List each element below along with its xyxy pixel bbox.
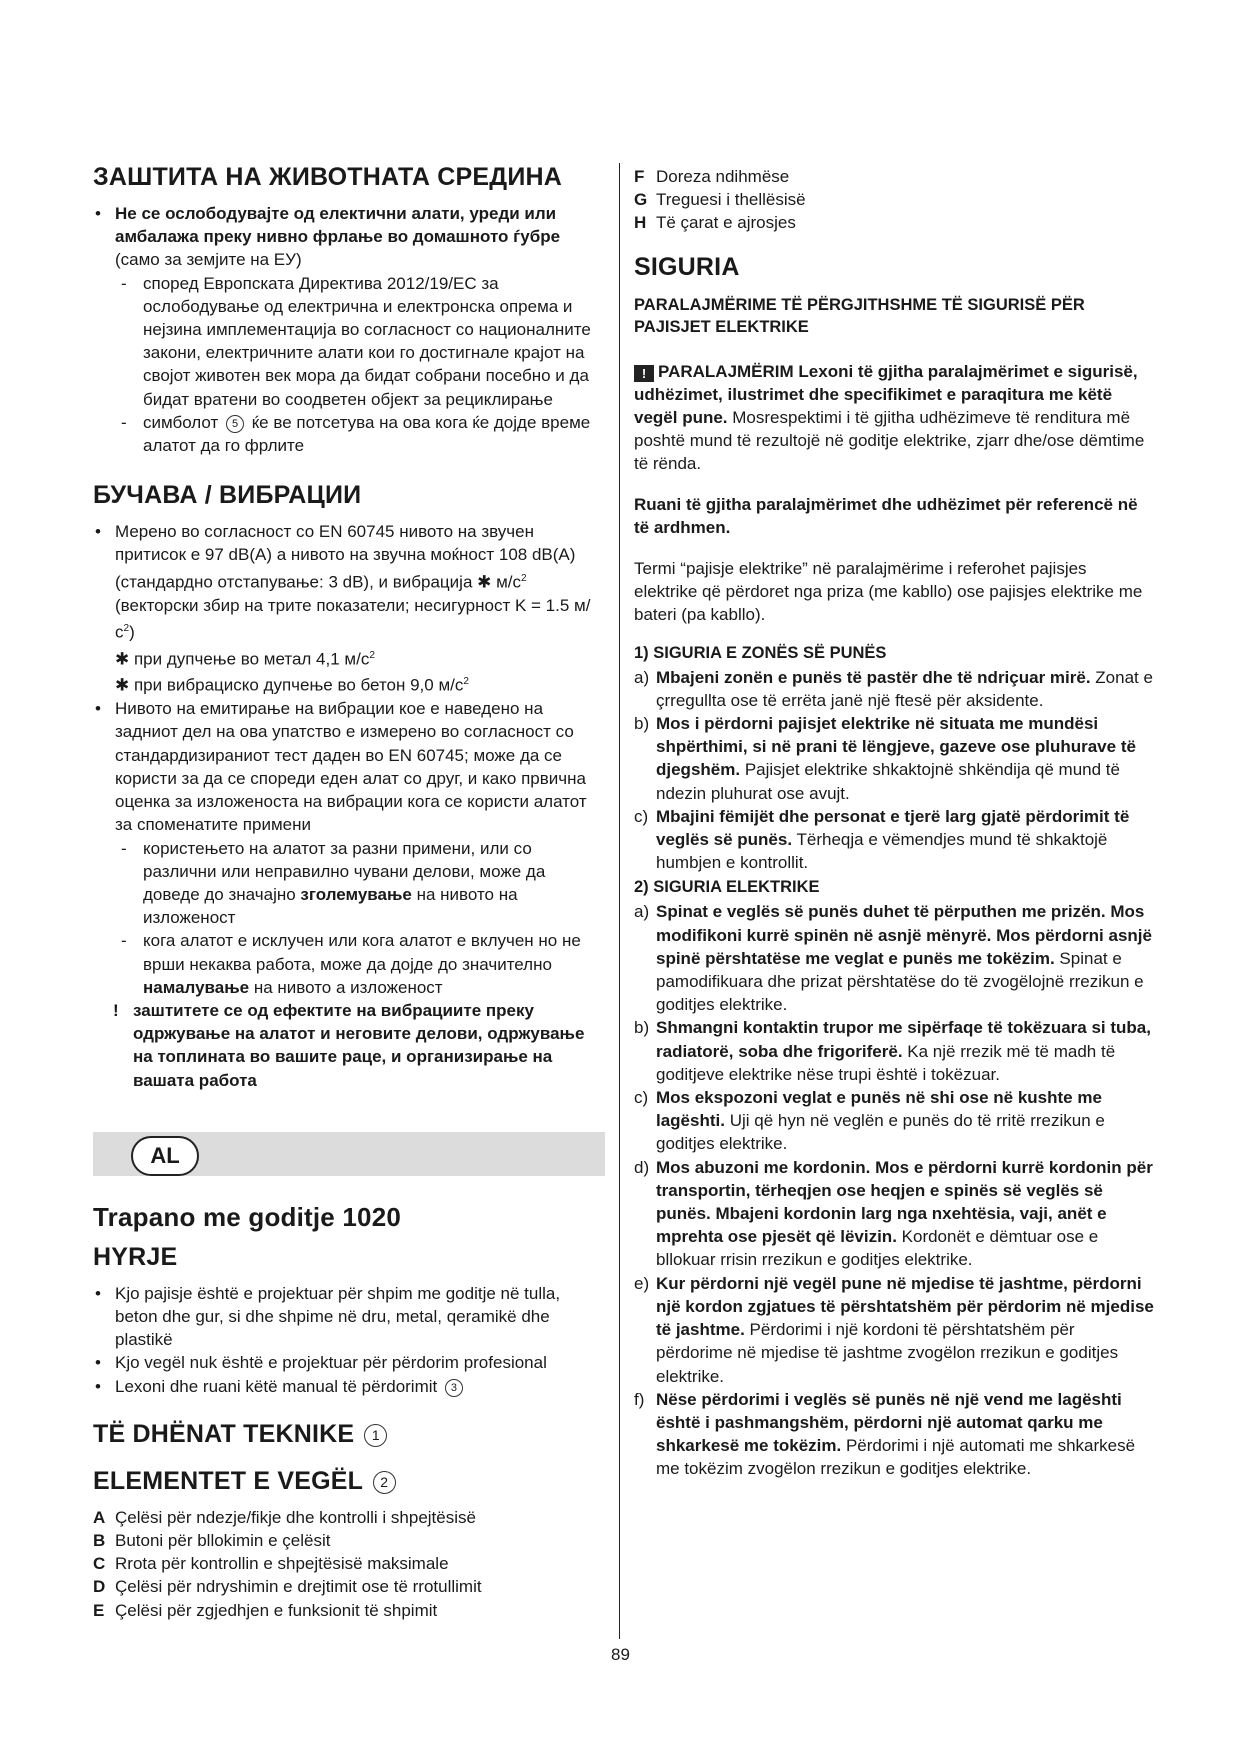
- circled-number: 1: [364, 1424, 387, 1447]
- element-key: E: [93, 1600, 105, 1620]
- env-dash-2: [115, 411, 605, 457]
- sup: 2: [521, 572, 527, 584]
- safety-item-label: a): [634, 902, 650, 922]
- safety-item: [634, 1272, 1154, 1388]
- safety-item-bold: Mos ekspozoni veglat e punës në shi ose në kushte me lagështi.: [656, 1088, 1102, 1131]
- element-item: [93, 1599, 605, 1622]
- language-badge: AL: [131, 1136, 199, 1176]
- safety-item-bold: Mbajeni zonën e punës të pastër dhe të ndriçuar mirë.: [656, 667, 1091, 687]
- safety-item: [634, 1086, 1154, 1156]
- noise-list-2: [93, 697, 605, 999]
- safety-title: SIGURIA: [634, 252, 740, 281]
- exclamation-icon: !: [113, 1000, 119, 1020]
- sup: 2: [123, 622, 130, 634]
- element-text: Butoni për bllokimin e çelësit: [115, 1530, 331, 1550]
- element-key: H: [634, 213, 647, 233]
- vibration-warning: [93, 999, 605, 1092]
- right-column: [634, 165, 1154, 1481]
- safety-item: [634, 1016, 1154, 1086]
- work-area-heading: 1) SIGURIA E ZONËS SË PUNËS: [634, 643, 887, 662]
- safety-item-bold: Kur përdorni një vegël pune në mjedise të jashtme, përdorni një kordon zgjatues të përshtatshëm për përdorim në mjedise të jashtme.: [656, 1273, 1154, 1340]
- circled-number: 5: [226, 415, 244, 433]
- warning-triangle-icon: !: [634, 365, 654, 382]
- element-item: [634, 211, 1154, 234]
- safety-item-normal: Ka një rrezik më të madh të goditjeve elektrike nëse trupi është i tokëzuar.: [656, 1041, 1116, 1084]
- safety-item-bold: Shmangni kontaktin trupor me sipërfaqe të tokëzuara si tuba, radiatorë, soba dhe frigoriferë.: [656, 1018, 1151, 1061]
- noise-dash-2: [115, 929, 605, 999]
- safety-item-label: e): [634, 1273, 650, 1293]
- safety-item: [634, 805, 1154, 875]
- env-title: ЗАШТИТА НА ЖИВОТНАТА СРЕДИНА: [93, 163, 562, 191]
- safety-item-label: d): [634, 1157, 650, 1177]
- element-key: G: [634, 190, 648, 210]
- env-bullet-bold: Не се ослободувајте од електични алати, уреди или амбалажа преку нивно фрлање во домашното ѓубре: [115, 204, 561, 247]
- tech-title-text: TË DHËNAT TEKNIKE: [93, 1419, 362, 1448]
- circled-number: 3: [445, 1379, 463, 1397]
- sup: 2: [463, 676, 469, 688]
- env-dash-1: - според Европската Директива 2012/19/EC за ослободување од електрична и електронска опрема и нејзина имплементација во согласност со националните закони, електричните алати кои го достигнале крајот на својот животен век мора да бидат собрани посебно и да бидат вратени во соодветен објект за рециклирање: [115, 272, 605, 411]
- d1b: на нивото на изложеност: [143, 884, 518, 928]
- intro-bullet-1: • Kjo pajisje është e projektuar për shpim me goditje në tulla, beton dhe gur, si dhe shpime në dru, metal, qeramikë dhe plastikë: [93, 1282, 605, 1352]
- noise-star-1: [93, 644, 605, 671]
- element-text: Çelësi për zgjedhjen e funksionit të shpimit: [115, 1600, 438, 1620]
- element-key: F: [634, 167, 645, 186]
- noise-b1-a: Мерено во согласност со EN 60745 нивото на звучен притисок е 97 dB(A) а нивото на звучна моќност 108 dB(A) (стандардно отстапување: 3 dB), и вибрација ✱ м/с: [115, 522, 576, 592]
- element-item: [93, 1506, 605, 1529]
- sup: 2: [369, 649, 375, 661]
- circled-number: 2: [373, 1471, 396, 1494]
- language-bar: [93, 1132, 605, 1176]
- element-key: B: [93, 1530, 106, 1550]
- vibration-warning-text: заштитете се од ефектите на вибрациите преку одржување на алатот и неговите делови, одржување на топлината во вашите раце, и организирање на вашата работа: [133, 1000, 585, 1090]
- general-warning-normal: Mosrespektimi i të gjitha udhëzimeve të renditura më poshtë mund të rezultojë në goditje elektrike, zjarr dhe/ose dëmtime të rënda.: [634, 407, 1145, 473]
- column-divider: [619, 163, 620, 1639]
- safety-item-label: c): [634, 806, 649, 826]
- safety-item-label: b): [634, 1018, 650, 1038]
- safety-item-label: b): [634, 714, 650, 734]
- safety-item-normal: Përdorimi i një automati me shkarkesë me tokëzim zvogëlon rrezikun e goditjes elektrike.: [656, 1436, 1136, 1479]
- general-warning-bold: PARALAJMËRIM Lexoni të gjitha paralajmërimet e sigurisë, udhëzimet, ilustrimet dhe specifikimet e paraqitura me këtë vegël pune.: [634, 361, 1138, 427]
- element-text: Doreza ndihmëse: [656, 167, 790, 186]
- element-item: [634, 188, 1154, 211]
- work-area-list: [634, 666, 1154, 875]
- element-text: Çelësi për ndryshimin e drejtimit ose të rrotullimit: [115, 1577, 482, 1597]
- intro-b3-text: Lexoni dhe ruani këtë manual të përdorimit: [115, 1376, 442, 1396]
- safety-item-bold: Mbajini fëmijët dhe personat e tjerë larg gjatë përdorimit të veglës së punës.: [656, 806, 1130, 850]
- noise-b2: Нивото на емитирање на вибрации кое е наведено на задниот дел на ова упатство е измерено во согласност со стандардизираниот тест даден во EN 60745; може да се користи за да се спореди еден алат со друг, и како првична оценка за изложеноста на вибрации кога се користи алатот за споменатите примени: [115, 699, 587, 835]
- safety-item-label: a): [634, 667, 650, 687]
- electrical-list: [634, 900, 1154, 1480]
- safety-item: [634, 666, 1154, 712]
- element-key: D: [93, 1577, 106, 1597]
- safety-item-normal: Tërheqja e vëmendjes mund të shkaktojë humbjen e kontrollit.: [656, 830, 1108, 873]
- noise-bullet-2: [93, 697, 605, 999]
- safety-item: [634, 712, 1154, 805]
- element-key: C: [93, 1554, 106, 1574]
- d1a: користењето на алатот за разни примени, или со различни или неправилно чувани делови, може да доведе до значајно: [143, 838, 546, 904]
- env-bullet: [93, 202, 605, 457]
- env-dash-2-b: ќе ве потсетува на ова кога ќе дојде време алатот да го фрлите: [143, 412, 591, 456]
- element-text: Rrota për kontrollin e shpejtësisë maksimale: [115, 1554, 449, 1574]
- env-list: [93, 202, 605, 457]
- safety-item-bold: Spinat e veglës së punës duhet të përputhen me prizën. Mos modifikoni kurrë spinën në asnjë mënyrë. Mos përdorni asnjë spinë përshtatëse me veglat e punës me tokëzim.: [656, 902, 1152, 968]
- safety-item-bold: Mos i përdorni pajisjet elektrike në situata me mundësi shpërthimi, si në prani të lëngjeve, gazeve ose pluhurave të djegshëm.: [656, 714, 1136, 780]
- safety-item-normal: Zonat e çrregullta ose të errëta janë një ftesë për aksidente.: [656, 667, 1153, 710]
- product-title: Trapano me goditje 1020: [93, 1201, 402, 1232]
- safety-item-normal: Kordonët e dëmtuar ose e bllokuar rrisin rrezikun e goditjes elektrike.: [656, 1227, 1099, 1270]
- electrical-heading: 2) SIGURIA ELEKTRIKE: [634, 878, 820, 897]
- elements-title: [93, 1467, 605, 1496]
- general-warning: [634, 360, 1154, 475]
- noise-dash-1: [115, 837, 605, 930]
- noise-b1-c: ): [129, 622, 135, 642]
- element-item: [93, 1552, 605, 1575]
- star2-text: ✱ при вибрациско дупчење во бетон 9,0 м/с: [115, 676, 464, 696]
- element-item: [93, 1575, 605, 1598]
- d2b: на нивото а изложеност: [249, 977, 443, 997]
- safety-item-label: f): [634, 1389, 645, 1409]
- star1-text: ✱ при дупчење во метал 4,1 м/с: [115, 649, 370, 669]
- element-item: [93, 1529, 605, 1552]
- noise-title: БУЧАВА / ВИБРАЦИИ: [93, 481, 362, 510]
- noise-b1-b: (векторски збир на трите показатели; несигурност K = 1.5 м/с: [115, 595, 591, 642]
- element-key: A: [93, 1507, 106, 1527]
- env-dash-list: [115, 272, 605, 458]
- safety-item-normal: Spinat e pamodifikuara dhe prizat përshtatëse do të zvogëlojnë rrezikun e goditjes elektrike.: [656, 948, 1144, 1015]
- d1bold: зголемување: [300, 884, 412, 904]
- tech-title: [93, 1420, 605, 1449]
- page-number: 89: [611, 1645, 630, 1664]
- safety-item-normal: Përdorimi i një kordoni të përshtatshëm për përdorime në mjedise të jashtme zvogëlon rrezikun e goditjes elektrike.: [656, 1320, 1119, 1386]
- elements-list: [93, 1506, 605, 1622]
- keep-instructions: Ruani të gjitha paralajmërimet dhe udhëzimet për referencë në të ardhmen.: [634, 494, 1138, 537]
- noise-star-2: [93, 670, 605, 697]
- safety-item-normal: Uji që hyn në veglën e punës do të rritë rrezikun e goditjes elektrike.: [656, 1111, 1105, 1154]
- elements-list-continued: [634, 165, 1154, 235]
- intro-bullet-2: • Kjo vegël nuk është e projektuar për përdorim profesional: [93, 1351, 605, 1374]
- safety-item-label: c): [634, 1088, 649, 1108]
- element-text: Çelësi për ndezje/fikje dhe kontrolli i shpejtësisë: [115, 1507, 476, 1527]
- element-text: Treguesi i thellësisë: [656, 190, 806, 210]
- d2bold: намалување: [143, 977, 250, 997]
- intro-bullet-3: [93, 1375, 605, 1398]
- env-bullet-normal: (само за земјите на ЕУ): [115, 250, 302, 270]
- env-dash-2-a: симболот: [143, 412, 224, 432]
- safety-item-bold: Mos abuzoni me kordonin. Mos e përdorni kurrë kordonin për transportin, tërheqjen ose heqjen e spinës së veglës së punës. Mbajeni kordonin larg nga nxehtësia, vaji, anët e mprehta ose pjesët që lëvizin.: [656, 1157, 1153, 1247]
- left-column: [93, 163, 605, 1622]
- term-definition: Termi “pajisje elektrike” në paralajmërime i referohet pajisjes elektrike që përdoret nga priza (me kabllo) ose pajisjes elektrike me bateri (pa kabllo).: [634, 558, 1143, 624]
- safety-item: [634, 1388, 1154, 1481]
- intro-title: HYRJE: [93, 1242, 178, 1271]
- element-text: Të çarat e ajrosjes: [656, 213, 796, 233]
- intro-list: [93, 1282, 605, 1398]
- safety-item-bold: Nëse përdorimi i veglës së punës në një vend me lagështi është i pashmangshëm, përdorni një automat qarku me shkarkesë me tokëzim.: [656, 1389, 1122, 1456]
- noise-bullet-1: [93, 520, 605, 643]
- general-safety-heading: PARALAJMËRIME TË PËRGJITHSHME TË SIGURISË PËR PAJISJET ELEKTRIKE: [634, 295, 1085, 336]
- noise-dash-list: [115, 837, 605, 999]
- element-item: [634, 165, 1154, 188]
- safety-item: [634, 1156, 1154, 1272]
- d2a: кога алатот е исклучен или кога алатот е вклучен но не врши некаква работа, може да дојде до значително: [143, 931, 581, 974]
- safety-item: [634, 900, 1154, 1016]
- safety-item-normal: Pajisjet elektrike shkaktojnë shkëndija që mund të ndezin pluhurat ose avujt.: [656, 760, 1120, 803]
- noise-list: [93, 520, 605, 643]
- elements-title-text: ELEMENTET E VEGËL: [93, 1466, 370, 1495]
